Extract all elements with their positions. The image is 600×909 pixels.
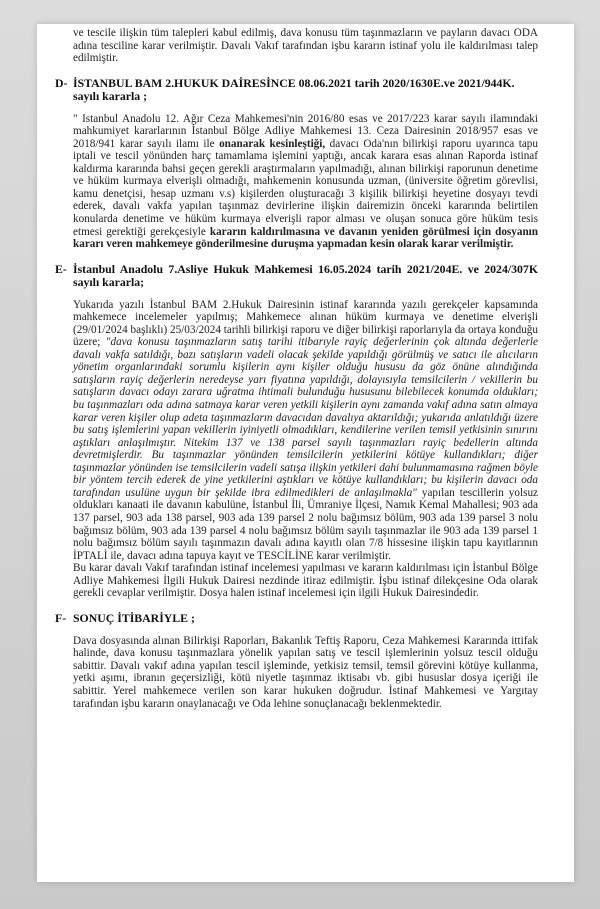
section-d-letter: D- [55,75,68,90]
section-f-heading [55,610,538,625]
section-e-heading [55,261,538,289]
document-page [37,24,574,882]
section-d-text-1: " Istanbul Anadolu 12. Ağır Ceza Mahkemesi'nin 2016/80 esas ve 2017/223 karar sayılı ilamındaki mahkumiyet kararlarının İstanbul Bölge Adliye Mahkemesi 13. Ceza Dairesinin 2018/957 esas ve 2018/941 karar sayılı ilamı ile [73,112,538,150]
section-e-letter: E- [55,261,67,276]
document-content [55,27,539,710]
section-f-title: SONUÇ İTİBARİYLE ; [73,610,195,625]
section-d-paragraph [73,113,538,251]
section-d-bold-1: onanarak kesinleştiği, [219,137,326,150]
section-f-letter: F- [55,610,67,625]
section-f-paragraph: Dava dosyasında alınan Bilirkişi Raporları, Bakanlık Teftiş Raporu, Ceza Mahkemesi Kararında ittifak halinde, dava konusu taşınmazlara yönelik yapılan satış ve tescil işlemlerinin yolsuz tescil olduğu sabittir. Davalı vakıf adına yapılan tescil işleminde, yetkisiz temsil, temsil görevini kötüye kullanma, yetki aşımı, ibranın geçersizliği, kötü niyetle taşınmaz iktisabı vb. gibi hususlar dosya içeriği ile sabittir. Yerel mahkemece verilen son karar hukuken doğrudur. İstinaf Mahkemesi ve Yargıtay tarafından işbu kararın onaylanacağı ve Oda lehine sonuçlanacağı beklenmektedir. [73,634,538,710]
section-e-text-2: yapılan tescillerin yolsuz oldukları kanaati ile davanın kabulüne, İstanbul İli, Ümraniye İlçesi, Namık Kemal Mahallesi; 903 ada 137 parsel, 903 ada 138 parsel, 903 ada 139 parsel 2 nolu bağımsız bölüm, 903 ada 139 parsel 3 nolu bağımsız bölüm, 903 ada 139 parsel 4 nolu bağımsız bölüm sayılı taşınmazlar ile 903 ada 139 parsel 1 nolu bağımsız bölüm sayılı taşınmazın davalı adına kayıtlı olan 7/8 hissesine ilişkin tapu kayıtlarının İPTALİ ile, davacı adına tapuya kayıt ve TESCİLİNE karar verilmiştir. [73,486,539,562]
section-e-title: İstanbul Anadolu 7.Asliye Hukuk Mahkemesi 16.05.2024 tarih 2021/204E. ve 2024/307K sayılı kararla; [73,261,538,289]
section-d-title: İSTANBUL BAM 2.HUKUK DAİRESİNCE 08.06.2021 tarih 2020/1630E.ve 2021/944K. sayılı kararla ; [73,75,515,103]
intro-paragraph: ve tescile ilişkin tüm talepleri kabul edilmiş, dava konusu tüm taşınmazların ve payların davacı ODA adına tesciline karar verilmiştir. Davalı Vakıf tarafından işbu kararın istinaf yolu ile kaldırılması talep edilmiştir. [73,27,538,65]
section-d-text-2: davacı Oda'nın bilirkişi raporu uyarınca tapu iptali ve tescil yönünden harç tamamlama işlemini yaptığı, ancak karara esas alınan Raporda istinaf kaldırma kararında bahsi geçen gerekli araştırmaların yapılmadığı, alınan bilirkişi raporunun denetime ve hüküm kurmaya elverişli olmadığı, mahkemenin konusunda uzman, (üniversite öğretim görevlisi, kamu denetçisi, hesap uzmanı v.s) kişilerden oluşturacağı 3 kişilik bilirkişi heyetine dosyayı tevdi ederek, davalı vakfa yapılan taşınmaz devirlerine ilişkin dairemizin önceki kararında belirtilen konularda denetime ve hüküm kurmaya elverişli rapor alması ve oluşan sonuca göre hüküm tesis etmesi gerektiği gerekçesiyle [73,137,538,238]
section-e-quote: "dava konusu taşınmazların satış tarihi itibarıyle rayiç değerlerinin çok altında değerlerle davalı vakfa satıldığı, bazı satışların vadeli olacak şekilde yapıldığı görülmüş ve satıcı ile alıcıların yönetim organlarındaki sorumlu kişilerin aynı kişiler olduğu hususu da göz önüne alındığında satışların rayiç değerlerin neredeyse yarı fiyatına yapıldığı, dolayısıyla temsilcilerin / vekillerin bu satışların davacı odayı zarara uğratma ihtimali bulunduğu hususunu bilebilecek konumda oldukları; bu taşınmazları oda adına satmaya karar veren yetkili kişilerin aynı zamanda vakıf adına satın almaya karar veren kişiler olup adeta taşınmazların davacıdan davalıya aktarıldığı; yukarıda anlatıldığı üzere bu satış işlemlerini yapan vekillerin iyiniyetli olmadıkları, kendilerine verilen temsil yetkisinin sınırını aştıkları anlaşılmıştır. Nitekim 137 ve 138 parsel sayılı taşınmazları rayiç bedellerin altında devretmişlerdir. Bu taşınmazlar yönünden temsilcilerin yetkilerini kötüye kullandıkları; diğer taşınmazlar yönünden ise temsilcilerin vadeli satışa ilişkin yetkileri dahi bulunmamasına rağmen böyle bir yöntem tercih ederek de yine yetkilerini aştıkları ve kötüye kullandıkları; bu kişilerin davacı oda tarafından usulüne uygun bir şekilde ibra edilmedikleri de anlaşılmakla" [73,336,538,499]
section-d-heading [55,75,538,103]
section-e-paragraph-2: Bu karar davalı Vakıf tarafından istinaf incelemesi yapılması ve kararın kaldırılması için İstanbul Bölge Adliye Mahkemesi İlgili Hukuk Dairesi nezdinde itiraz edilmiştir. İşbu istinaf dilekçesine Oda olarak gerekli cevaplar verilmiştir. Dosya halen istinaf incelemesi için ilgili Hukuk Dairesindedir. [73,562,538,600]
section-e-text-1: Yukarıda yazılı İstanbul BAM 2.Hukuk Dairesinin istinaf kararında yazılı gerekçeler kapsamında mahkemece incelemeler yapılmış; Mahkemece alınan hüküm kurmaya ve denetime elverişli (29/01/2024 başlıklı) 25/03/2024 tarihli bilirkişi raporu ve diğer bilirkişi raporlarıyla da ortaya konduğu üzere; [73,298,538,349]
section-e-paragraph-1 [73,299,538,562]
section-d-bold-2: kararın kaldırılmasına ve davanın yeniden görülmesi için dosyanın kararı veren mahkemeye gönderilmesine duruşma yapmadan kesin olarak karar verilmiştir. [73,225,538,251]
